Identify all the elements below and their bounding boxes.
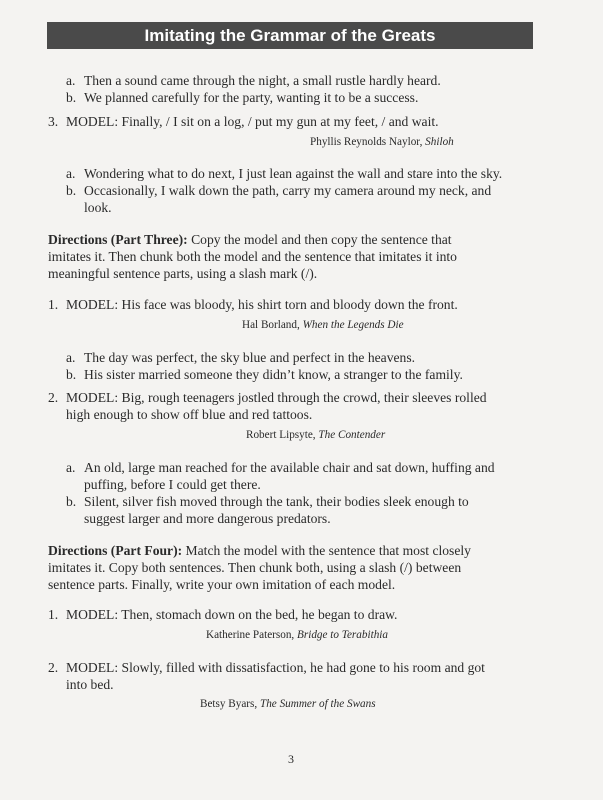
item-marker: b. <box>66 367 77 382</box>
model-sentence-cont: high enough to show off blue and red tattoos. <box>66 407 313 422</box>
model-sentence: MODEL: Finally, / I sit on a log, / put my gun at my feet, / and wait. <box>66 114 439 129</box>
example-sentence: Occasionally, I walk down the path, carry my camera around my neck, and <box>84 183 492 198</box>
citation-title: The Contender <box>318 429 386 441</box>
directions-text: meaningful sentence parts, using a slash mark (/). <box>48 266 318 281</box>
citation-title: When the Legends Die <box>302 319 404 331</box>
model-number: 1. <box>48 297 59 312</box>
model-sentence: MODEL: His face was bloody, his shirt torn and bloody down the front. <box>66 297 458 312</box>
item-marker: b. <box>66 90 77 105</box>
model-citation <box>310 135 454 149</box>
example-sentence: The day was perfect, the sky blue and perfect in the heavens. <box>84 350 416 365</box>
model-number: 1. <box>48 607 59 622</box>
page-number: 3 <box>288 752 294 766</box>
directions-heading: Directions (Part Four): <box>48 543 183 558</box>
item-marker: a. <box>66 350 76 365</box>
citation-author: Betsy Byars, <box>200 698 258 710</box>
example-sentence-cont: puffing, before I could get there. <box>84 477 261 492</box>
citation-author: Robert Lipsyte, <box>246 429 316 441</box>
example-sentence-cont: look. <box>84 200 112 215</box>
model-citation <box>242 318 404 332</box>
example-sentence: His sister married someone they didn’t know, a stranger to the family. <box>84 367 463 382</box>
item-marker: b. <box>66 494 77 509</box>
directions-heading: Directions (Part Three): <box>48 232 188 247</box>
directions-text: sentence parts. Finally, write your own imitation of each model. <box>48 577 396 592</box>
model-number: 3. <box>48 114 59 129</box>
model-sentence: MODEL: Big, rough teenagers jostled through the crowd, their sleeves rolled <box>66 390 487 405</box>
example-sentence: An old, large man reached for the available chair and sat down, huffing and <box>84 460 495 475</box>
example-sentence: Wondering what to do next, I just lean against the wall and stare into the sky. <box>84 166 503 181</box>
directions-text: Match the model with the sentence that most closely <box>185 543 471 558</box>
directions-text: imitates it. Then chunk both the model and the sentence that imitates it into <box>48 249 457 264</box>
model-number: 2. <box>48 660 59 675</box>
model-citation <box>206 628 388 642</box>
citation-title: Shiloh <box>425 136 454 148</box>
item-marker: a. <box>66 73 76 88</box>
citation-title: Bridge to Terabithia <box>297 629 388 641</box>
directions-text: Copy the model and then copy the sentence that <box>191 232 452 247</box>
item-marker: a. <box>66 166 76 181</box>
model-sentence: MODEL: Slowly, filled with dissatisfaction, he had gone to his room and got <box>66 660 485 675</box>
item-marker: b. <box>66 183 77 198</box>
model-citation <box>200 697 376 711</box>
model-citation <box>246 428 385 442</box>
model-number: 2. <box>48 390 59 405</box>
example-sentence: We planned carefully for the party, wanting it to be a success. <box>84 90 419 105</box>
example-sentence: Silent, silver fish moved through the tank, their bodies sleek enough to <box>84 494 469 509</box>
directions-text: imitates it. Copy both sentences. Then chunk both, using a slash (/) between <box>48 560 462 575</box>
citation-author: Katherine Paterson, <box>206 629 295 641</box>
citation-author: Hal Borland, <box>242 319 300 331</box>
example-sentence-cont: suggest larger and more dangerous predators. <box>84 511 331 526</box>
model-sentence: MODEL: Then, stomach down on the bed, he began to draw. <box>66 607 398 622</box>
directions-line <box>48 542 471 559</box>
model-sentence-cont: into bed. <box>66 677 114 692</box>
example-sentence: Then a sound came through the night, a small rustle hardly heard. <box>84 73 441 88</box>
citation-author: Phyllis Reynolds Naylor, <box>310 136 423 148</box>
citation-title: The Summer of the Swans <box>259 698 376 710</box>
item-marker: a. <box>66 460 76 475</box>
page-banner-title: Imitating the Grammar of the Greats <box>47 22 533 49</box>
directions-line <box>48 231 452 248</box>
